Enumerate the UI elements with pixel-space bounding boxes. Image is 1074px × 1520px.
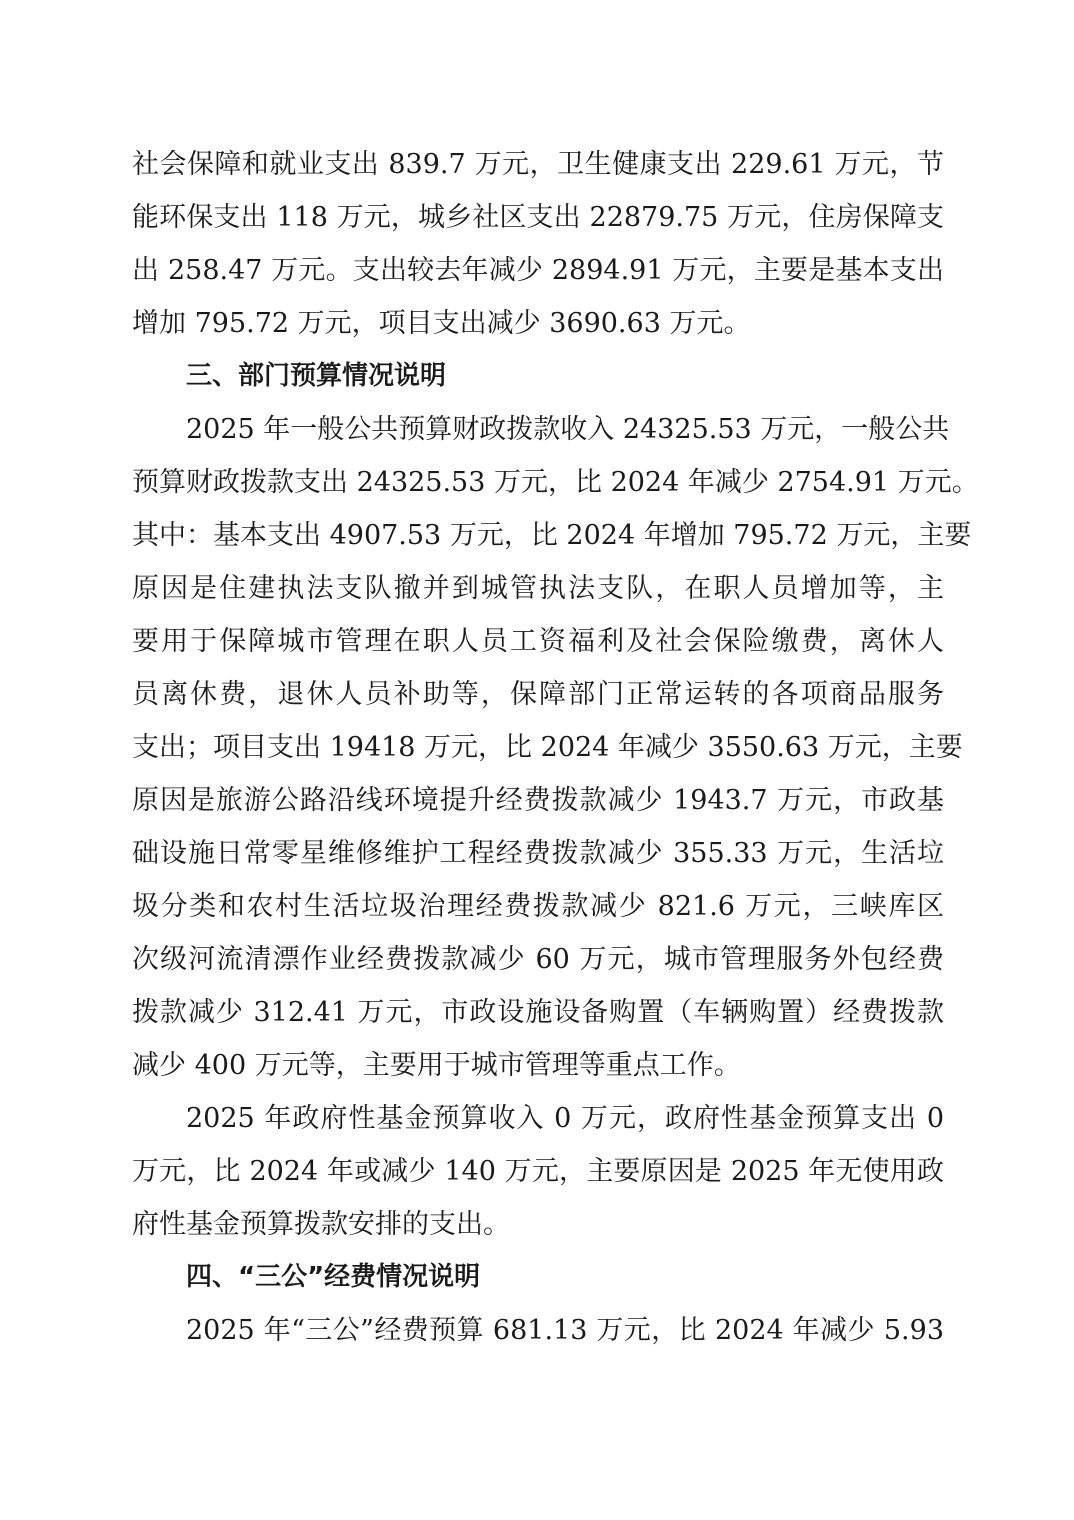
text-line: 万元，比 2024 年或减少 140 万元，主要原因是 2025 年无使用政 [132, 1156, 944, 1187]
text-line: 础设施日常零星维修维护工程经费拨款减少 355.33 万元，生活垃 [132, 838, 944, 869]
text-line: 2025 年政府性基金预算收入 0 万元，政府性基金预算支出 0 [186, 1103, 944, 1134]
text-line: 要用于保障城市管理在职人员工资福利及社会保险缴费，离休人 [132, 626, 944, 657]
text-line: 其中：基本支出 4907.53 万元，比 2024 年增加 795.72 万元，主要 [132, 520, 972, 551]
paragraph-government-fund-budget [132, 1092, 944, 1251]
document-body [132, 138, 979, 1357]
text-line: 圾分类和农村生活垃圾治理经费拨款减少 821.6 万元，三峡库区 [132, 891, 944, 922]
paragraph-three-public-expenses [132, 1304, 944, 1357]
text-line: 预算财政拨款支出 24325.53 万元，比 2024 年减少 2754.91 万元。 [132, 467, 979, 498]
text-line: 原因是旅游公路沿线环境提升经费拨款减少 1943.7 万元，市政基 [132, 785, 944, 816]
text-line: 社会保障和就业支出 839.7 万元，卫生健康支出 229.61 万元，节 [132, 149, 944, 180]
section-heading-department-budget: 三、部门预算情况说明 [186, 361, 447, 391]
text-line: 增加 795.72 万元，项目支出减少 3690.63 万元。 [132, 308, 751, 339]
text-line: 减少 400 万元等，主要用于城市管理等重点工作。 [132, 1050, 741, 1081]
text-line: 能环保支出 118 万元，城乡社区支出 22879.75 万元，住房保障支 [132, 202, 944, 233]
text-line: 次级河流清漂作业经费拨款减少 60 万元，城市管理服务外包经费 [132, 944, 944, 975]
paragraph-general-public-budget [132, 403, 979, 1092]
text-line: 府性基金预算拨款安排的支出。 [132, 1209, 510, 1240]
text-line: 支出；项目支出 19418 万元，比 2024 年减少 3550.63 万元，主要 [132, 732, 963, 763]
text-line: 原因是住建执法支队撤并到城管执法支队，在职人员增加等，主 [132, 573, 944, 604]
text-line: 拨款减少 312.41 万元，市政设施设备购置（车辆购置）经费拨款 [132, 997, 944, 1028]
section-heading-three-public-expenses: 四、“三公”经费情况说明 [186, 1262, 481, 1292]
paragraph-social-security-expenditure [132, 138, 944, 350]
text-line: 2025 年一般公共预算财政拨款收入 24325.53 万元，一般公共 [186, 414, 950, 445]
text-line: 2025 年“三公”经费预算 681.13 万元，比 2024 年减少 5.93 [186, 1315, 944, 1346]
text-line: 出 258.47 万元。支出较去年减少 2894.91 万元，主要是基本支出 [132, 255, 944, 286]
text-line: 员离休费，退休人员补助等，保障部门正常运转的各项商品服务 [132, 679, 944, 710]
